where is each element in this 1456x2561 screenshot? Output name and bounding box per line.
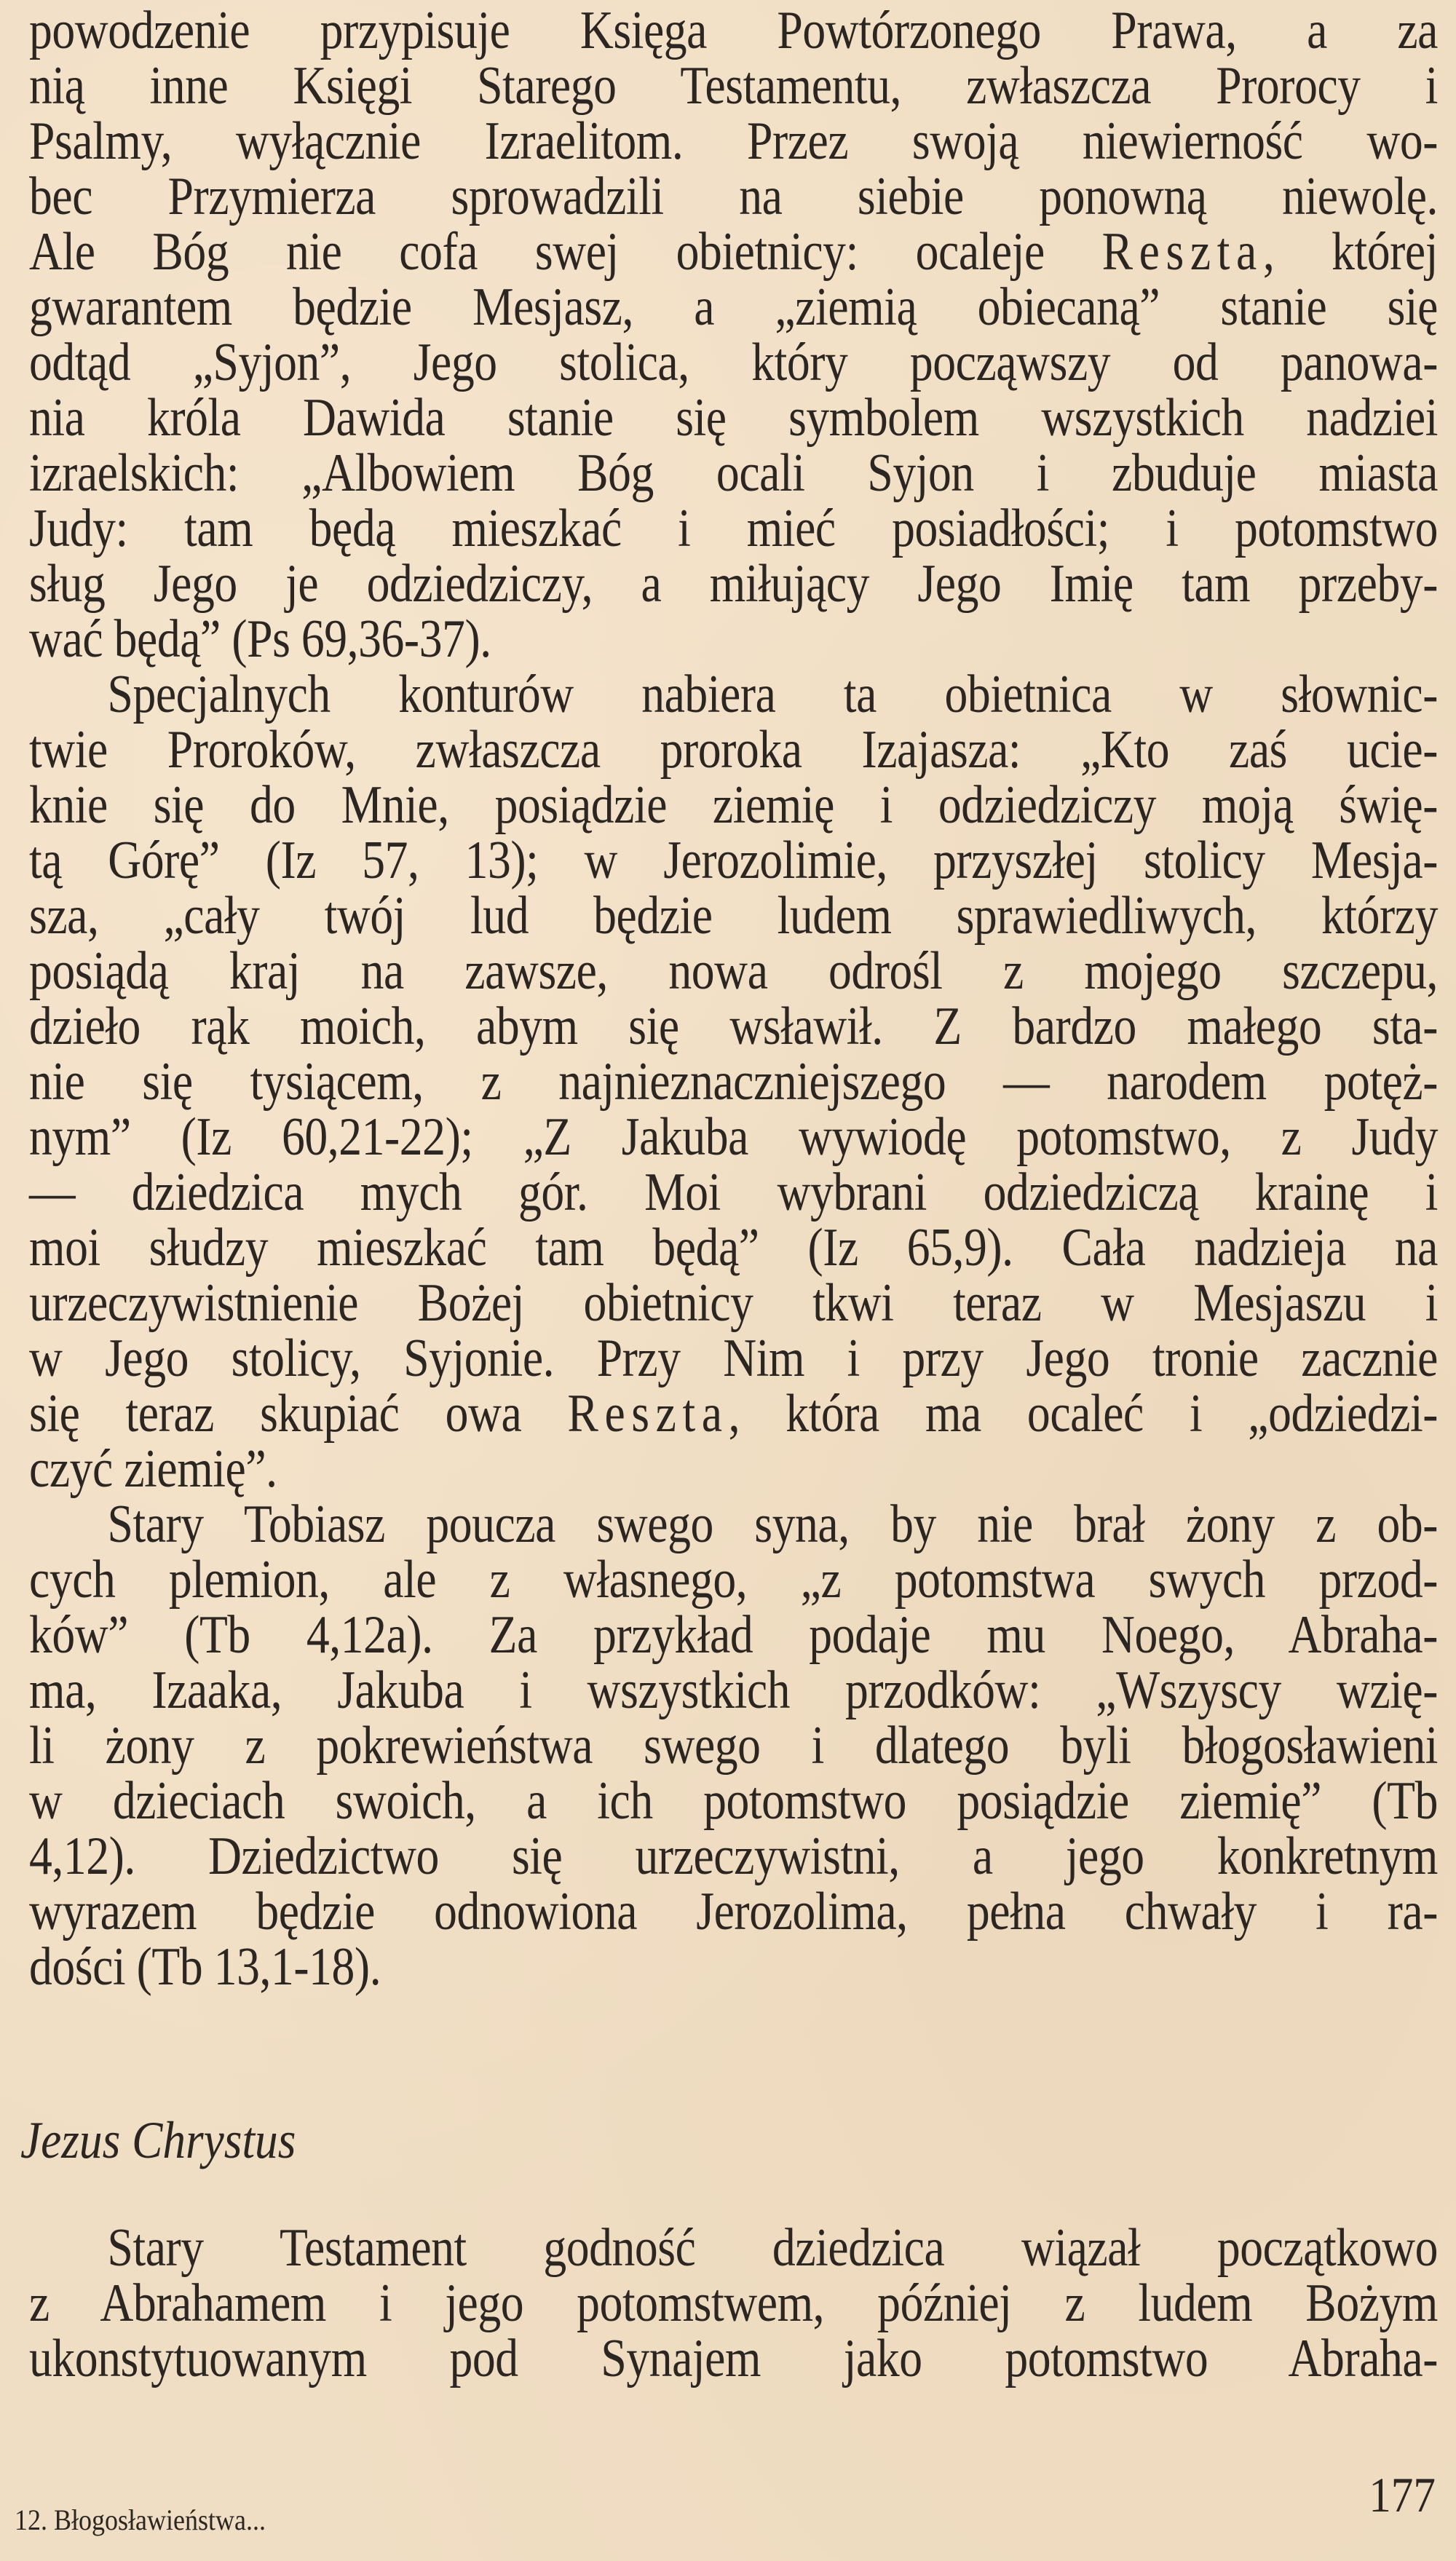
text-line: wać będą” (Ps 69,36-37). <box>29 609 491 669</box>
text-line: sza, „cały twój lud będzie ludem sprawiedliwych, którzy <box>29 886 1438 946</box>
paragraph-2 <box>29 667 1438 1497</box>
section-heading: Jezus Chrystus <box>20 2111 296 2169</box>
text-line: izraelskich: „Albowiem Bóg ocali Syjon i zbuduje miasta <box>29 443 1438 503</box>
text-line: w dzieciach swoich, a ich potomstwo posiądzie ziemię” (Tb <box>29 1771 1438 1831</box>
text-line: dzieło rąk moich, abym się wsławił. Z bardzo małego sta- <box>29 997 1438 1056</box>
text-line: w Jego stolicy, Syjonie. Przy Nim i przy Jego tronie zacznie <box>29 1329 1438 1388</box>
text-line: powodzenie przypisuje Księga Powtórzonego Prawa, a za <box>29 1 1438 60</box>
paragraph-1 <box>29 3 1438 667</box>
text-line: nym” (Iz 60,21-22); „Z Jakuba wywiodę potomstwo, z Judy <box>29 1107 1438 1167</box>
section-paragraph <box>29 2220 1438 2386</box>
text-line: Ale Bóg nie cofa swej obietnicy: ocaleje Reszta, której <box>29 222 1438 282</box>
text-line: Psalmy, wyłącznie Izraelitom. Przez swoją niewierność wo- <box>29 111 1438 171</box>
paragraph-3 <box>29 1497 1438 1995</box>
text-line: ków” (Tb 4,12a). Za przykład podaje mu Noego, Abraha- <box>29 1605 1438 1665</box>
text-line: twie Proroków, zwłaszcza proroka Izajasza: „Kto zaś ucie- <box>29 720 1438 780</box>
text-line: knie się do Mnie, posiądzie ziemię i odziedziczy moją świę- <box>29 775 1438 835</box>
text-line: się teraz skupiać owa Reszta, która ma ocaleć i „odziedzi- <box>29 1384 1438 1444</box>
text-line: — dziedzica mych gór. Moi wybrani odziedziczą krainę i <box>29 1163 1438 1222</box>
text-line: czyć ziemię”. <box>29 1439 277 1499</box>
body-text <box>29 3 1438 1995</box>
text-line: ukonstytuowanym pod Synajem jako potomstwo Abraha- <box>29 2329 1438 2388</box>
text-line: moi słudzy mieszkać tam będą” (Iz 65,9). Cała nadzieja na <box>29 1218 1438 1278</box>
text-line: dości (Tb 13,1-18). <box>29 1937 381 1997</box>
emphasized-word: Reszta <box>567 1384 729 1444</box>
text-line: Stary Testament godność dziedzica wiązał początkowo <box>107 2218 1438 2278</box>
text-line: posiądą kraj na zawsze, nowa odrośl z mojego szczepu, <box>29 941 1438 1001</box>
text-line: bec Przymierza sprowadzili na siebie ponowną niewolę. <box>29 167 1438 226</box>
text-line: nie się tysiącem, z najnieznaczniejszego — narodem potęż- <box>29 1052 1438 1112</box>
text-line: z Abrahamem i jego potomstwem, później z ludem Bożym <box>29 2273 1438 2333</box>
page-number: 177 <box>1369 2467 1436 2522</box>
text-line: Stary Tobiasz poucza swego syna, by nie brał żony z ob- <box>107 1495 1438 1554</box>
text-line: ma, Izaaka, Jakuba i wszystkich przodków: „Wszyscy wzię- <box>29 1661 1438 1720</box>
text-line: 4,12). Dziedzictwo się urzeczywistni, a jego konkretnym <box>29 1826 1438 1886</box>
emphasized-word: Reszta <box>1101 222 1263 282</box>
text-line: tą Górę” (Iz 57, 13); w Jerozolimie, przyszłej stolicy Mesja- <box>29 831 1438 890</box>
text-line: cych plemion, ale z własnego, „z potomstwa swych przod- <box>29 1550 1438 1610</box>
text-line: Specjalnych konturów nabiera ta obietnica w słownic- <box>107 665 1438 724</box>
text-line: wyrazem będzie odnowiona Jerozolima, pełna chwały i ra- <box>29 1882 1438 1941</box>
text-line: urzeczywistnienie Bożej obietnicy tkwi teraz w Mesjaszu i <box>29 1273 1438 1333</box>
text-line: li żony z pokrewieństwa swego i dlatego byli błogosławieni <box>29 1716 1438 1776</box>
text-line: nia króla Dawida stanie się symbolem wszystkich nadziei <box>29 388 1438 448</box>
text-line: Judy: tam będą mieszkać i mieć posiadłości; i potomstwo <box>29 499 1438 558</box>
text-line: sług Jego je odziedziczy, a miłujący Jego Imię tam przeby- <box>29 554 1438 614</box>
text-line: odtąd „Syjon”, Jego stolica, który począwszy od panowa- <box>29 333 1438 392</box>
text-line: gwarantem będzie Mesjasz, a „ziemią obiecaną” stanie się <box>29 277 1438 337</box>
signature-mark: 12. Błogosławieństwa... <box>15 2503 266 2536</box>
text-line: nią inne Księgi Starego Testamentu, zwłaszcza Prorocy i <box>29 56 1438 116</box>
